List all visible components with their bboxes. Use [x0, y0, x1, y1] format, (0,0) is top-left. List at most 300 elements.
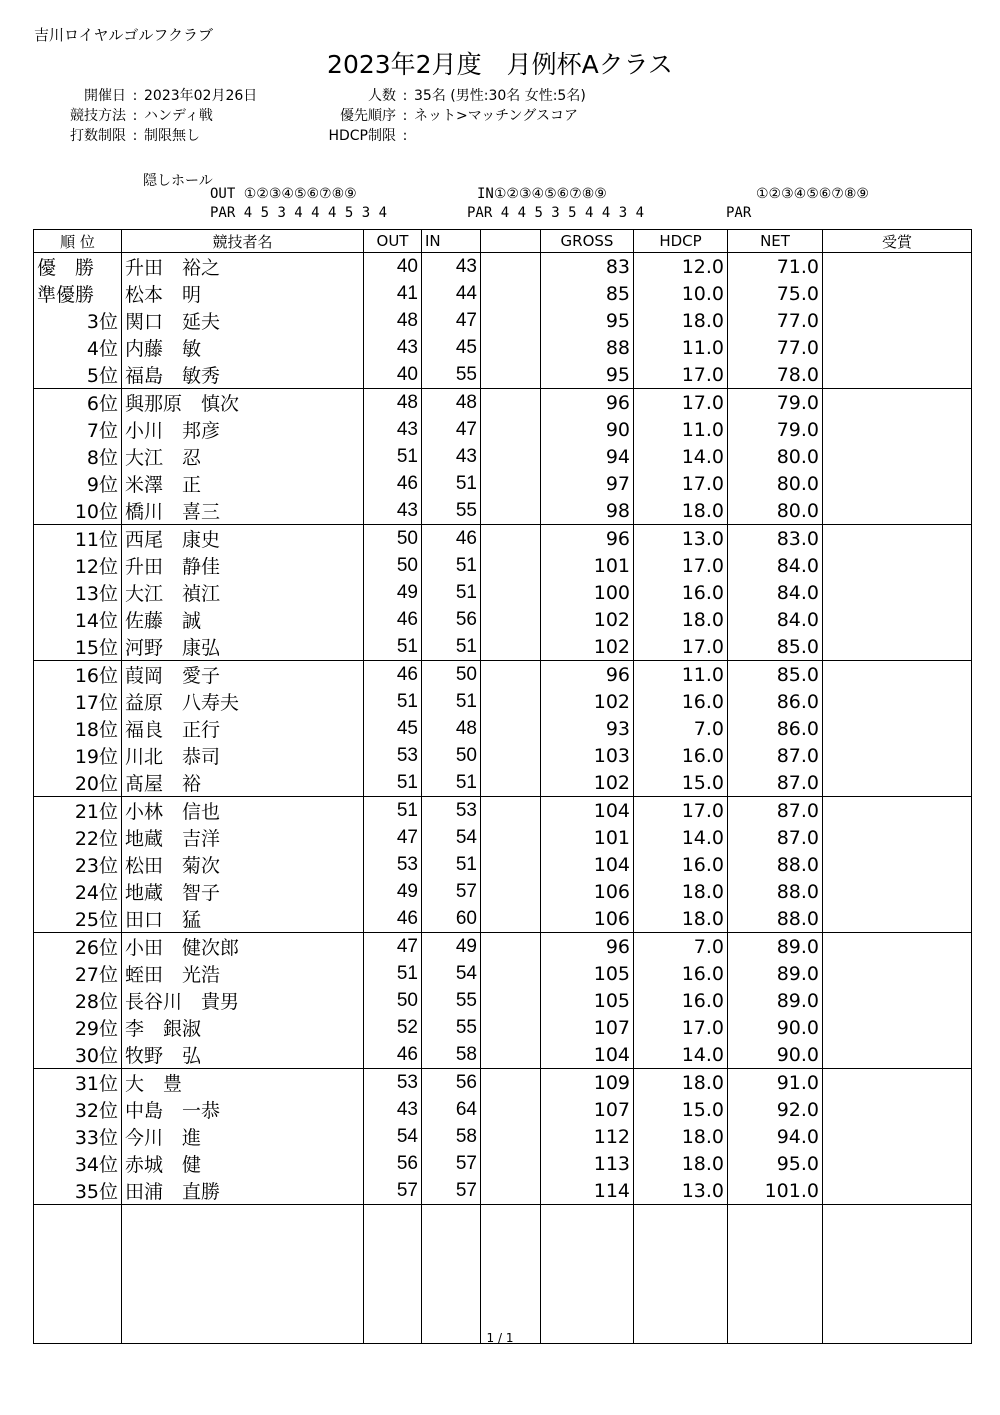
cell-blank	[481, 715, 541, 742]
cell-rank: 30位	[34, 1041, 122, 1069]
out-label: OUT	[210, 186, 236, 202]
cell-hdcp: 18.0	[634, 905, 728, 933]
cell-hdcp: 12.0	[634, 253, 728, 281]
cell-name: 髙屋 裕	[122, 769, 364, 797]
cell-rank: 27位	[34, 960, 122, 987]
cell-blank	[481, 443, 541, 470]
cell-out: 51	[364, 688, 422, 715]
cell-gross: 93	[541, 715, 634, 742]
cell-award	[823, 334, 972, 361]
meta-priority-value: ネット>マッチングスコア	[414, 108, 579, 124]
cell-out: 54	[364, 1123, 422, 1150]
cell-blank	[481, 688, 541, 715]
cell-award	[823, 1069, 972, 1097]
par-in-values: 4 4 5 3 5 4 4 3 4	[500, 205, 645, 221]
meta-separator: :	[132, 108, 138, 124]
cell-blank	[481, 334, 541, 361]
cell-rank: 12位	[34, 552, 122, 579]
cell-out: 48	[364, 307, 422, 334]
cell-in: 49	[422, 933, 481, 961]
cell-net: 80.0	[728, 470, 823, 497]
meta-hdcp	[308, 126, 586, 146]
cell-in: 54	[422, 960, 481, 987]
meta-separator: :	[132, 88, 138, 104]
cell-hdcp: 11.0	[634, 334, 728, 361]
cell-hdcp: 17.0	[634, 1014, 728, 1041]
cell-name: 大江 禎江	[122, 579, 364, 606]
cell-award	[823, 851, 972, 878]
cell-rank: 15位	[34, 633, 122, 661]
cell-rank: 22位	[34, 824, 122, 851]
cell-gross: 98	[541, 497, 634, 525]
cell-net: 83.0	[728, 525, 823, 553]
cell-award	[823, 307, 972, 334]
cell-name: 大江 忍	[122, 443, 364, 470]
cell-in: 51	[422, 688, 481, 715]
empty-cell	[541, 1205, 634, 1344]
cell-name: 蛭田 光浩	[122, 960, 364, 987]
par-label: PAR	[726, 205, 752, 221]
cell-gross: 101	[541, 824, 634, 851]
table-row	[34, 334, 972, 361]
cell-rank: 26位	[34, 933, 122, 961]
cell-in: 58	[422, 1041, 481, 1069]
cell-hdcp: 7.0	[634, 933, 728, 961]
cell-gross: 96	[541, 933, 634, 961]
cell-out: 51	[364, 633, 422, 661]
par-in	[467, 205, 644, 221]
cell-hdcp: 17.0	[634, 633, 728, 661]
table-row	[34, 715, 972, 742]
cell-name: 赤城 健	[122, 1150, 364, 1177]
cell-net: 87.0	[728, 797, 823, 825]
cell-hdcp: 17.0	[634, 389, 728, 417]
cell-name: 牧野 弘	[122, 1041, 364, 1069]
meta-right	[308, 86, 586, 146]
cell-award	[823, 1014, 972, 1041]
cell-hdcp: 14.0	[634, 824, 728, 851]
cell-gross: 102	[541, 769, 634, 797]
cell-blank	[481, 1177, 541, 1205]
cell-rank: 24位	[34, 878, 122, 905]
empty-cell	[122, 1205, 364, 1344]
cell-blank	[481, 416, 541, 443]
cell-award	[823, 1096, 972, 1123]
cell-award	[823, 878, 972, 905]
cell-out: 49	[364, 579, 422, 606]
header-out: OUT	[364, 230, 422, 253]
cell-award	[823, 497, 972, 525]
cell-hdcp: 11.0	[634, 661, 728, 689]
meta-limit	[48, 126, 257, 146]
cell-hdcp: 13.0	[634, 525, 728, 553]
cell-name: 益原 八寿夫	[122, 688, 364, 715]
cell-out: 53	[364, 851, 422, 878]
cell-gross: 113	[541, 1150, 634, 1177]
cell-out: 47	[364, 933, 422, 961]
cell-rank: 21位	[34, 797, 122, 825]
cell-gross: 106	[541, 878, 634, 905]
cell-name: 地蔵 吉洋	[122, 824, 364, 851]
cell-name: 小田 健次郎	[122, 933, 364, 961]
cell-in: 46	[422, 525, 481, 553]
cell-net: 79.0	[728, 389, 823, 417]
cell-blank	[481, 769, 541, 797]
cell-name: 内藤 敏	[122, 334, 364, 361]
cell-in: 55	[422, 361, 481, 389]
cell-net: 95.0	[728, 1150, 823, 1177]
cell-award	[823, 824, 972, 851]
cell-hdcp: 17.0	[634, 552, 728, 579]
cell-net: 84.0	[728, 606, 823, 633]
cell-blank	[481, 960, 541, 987]
cell-net: 78.0	[728, 361, 823, 389]
cell-out: 51	[364, 769, 422, 797]
empty-cell	[728, 1205, 823, 1344]
table-row	[34, 389, 972, 417]
cell-gross: 109	[541, 1069, 634, 1097]
empty-cell	[481, 1205, 541, 1344]
cell-out: 43	[364, 416, 422, 443]
cell-out: 52	[364, 1014, 422, 1041]
meta-people	[308, 86, 586, 106]
cell-award	[823, 443, 972, 470]
cell-hdcp: 10.0	[634, 280, 728, 307]
par-label: PAR	[467, 205, 493, 221]
header-name: 競技者名	[122, 230, 364, 253]
cell-in: 45	[422, 334, 481, 361]
cell-hdcp: 18.0	[634, 1069, 728, 1097]
cell-in: 55	[422, 497, 481, 525]
out-marks: ①②③④⑤⑥⑦⑧⑨	[243, 186, 357, 202]
cell-hdcp: 13.0	[634, 1177, 728, 1205]
cell-net: 91.0	[728, 1069, 823, 1097]
cell-name: 関口 延夫	[122, 307, 364, 334]
cell-hdcp: 18.0	[634, 497, 728, 525]
cell-rank: 23位	[34, 851, 122, 878]
cell-award	[823, 416, 972, 443]
cell-gross: 105	[541, 987, 634, 1014]
cell-rank: 31位	[34, 1069, 122, 1097]
cell-rank: 32位	[34, 1096, 122, 1123]
header-rank: 順 位	[34, 230, 122, 253]
cell-in: 50	[422, 742, 481, 769]
meta-separator: :	[402, 108, 408, 124]
cell-in: 51	[422, 579, 481, 606]
cell-out: 57	[364, 1177, 422, 1205]
cell-award	[823, 1123, 972, 1150]
cell-rank: 8位	[34, 443, 122, 470]
cell-blank	[481, 389, 541, 417]
cell-award	[823, 933, 972, 961]
cell-name: 李 銀淑	[122, 1014, 364, 1041]
cell-rank: 28位	[34, 987, 122, 1014]
cell-in: 56	[422, 606, 481, 633]
cell-award	[823, 1041, 972, 1069]
cell-out: 45	[364, 715, 422, 742]
cell-award	[823, 987, 972, 1014]
meta-separator: :	[402, 88, 408, 104]
table-row	[34, 1096, 972, 1123]
cell-gross: 96	[541, 525, 634, 553]
cell-net: 90.0	[728, 1014, 823, 1041]
empty-cell	[634, 1205, 728, 1344]
cell-award	[823, 797, 972, 825]
cell-blank	[481, 1041, 541, 1069]
cell-hdcp: 18.0	[634, 878, 728, 905]
table-row	[34, 1150, 972, 1177]
cell-name: 橋川 喜三	[122, 497, 364, 525]
cell-rank: 33位	[34, 1123, 122, 1150]
cell-gross: 105	[541, 960, 634, 987]
cell-award	[823, 1177, 972, 1205]
cell-name: 中島 一恭	[122, 1096, 364, 1123]
cell-hdcp: 18.0	[634, 1150, 728, 1177]
cell-in: 48	[422, 389, 481, 417]
cell-name: 長谷川 貴男	[122, 987, 364, 1014]
cell-in: 51	[422, 552, 481, 579]
table-row	[34, 552, 972, 579]
header-in: IN	[422, 230, 481, 253]
cell-net: 87.0	[728, 769, 823, 797]
cell-net: 90.0	[728, 1041, 823, 1069]
meta-hdcp-label: HDCP制限	[328, 128, 396, 144]
cell-in: 56	[422, 1069, 481, 1097]
cell-award	[823, 579, 972, 606]
cell-in: 55	[422, 987, 481, 1014]
cell-hdcp: 17.0	[634, 470, 728, 497]
cell-rank: 9位	[34, 470, 122, 497]
cell-blank	[481, 851, 541, 878]
cell-hdcp: 15.0	[634, 1096, 728, 1123]
meta-method-value: ハンディ戦	[144, 108, 213, 124]
table-row	[34, 661, 972, 689]
cell-name: 福良 正行	[122, 715, 364, 742]
cell-out: 51	[364, 443, 422, 470]
table-row	[34, 797, 972, 825]
cell-out: 53	[364, 742, 422, 769]
cell-out: 47	[364, 824, 422, 851]
cell-blank	[481, 1096, 541, 1123]
meta-date-value: 2023年02月26日	[144, 88, 258, 104]
table-row	[34, 307, 972, 334]
cell-name: 地蔵 智子	[122, 878, 364, 905]
cell-out: 46	[364, 905, 422, 933]
cell-hdcp: 11.0	[634, 416, 728, 443]
cell-net: 84.0	[728, 552, 823, 579]
table-row	[34, 878, 972, 905]
cell-net: 85.0	[728, 633, 823, 661]
cell-rank: 準優勝	[34, 280, 122, 307]
cell-hdcp: 18.0	[634, 307, 728, 334]
cell-blank	[481, 280, 541, 307]
meta-method	[48, 106, 257, 126]
cell-blank	[481, 470, 541, 497]
cell-rank: 25位	[34, 905, 122, 933]
meta-priority-label: 優先順序	[340, 108, 396, 124]
cell-out: 50	[364, 987, 422, 1014]
table-row	[34, 851, 972, 878]
cell-gross: 106	[541, 905, 634, 933]
cell-award	[823, 470, 972, 497]
cell-out: 46	[364, 1041, 422, 1069]
cell-out: 53	[364, 1069, 422, 1097]
cell-out: 51	[364, 960, 422, 987]
table-row	[34, 933, 972, 961]
cell-blank	[481, 606, 541, 633]
hidden-holes-third: ①②③④⑤⑥⑦⑧⑨	[756, 186, 869, 202]
cell-name: 川北 恭司	[122, 742, 364, 769]
cell-blank	[481, 797, 541, 825]
cell-blank	[481, 905, 541, 933]
cell-name: 松本 明	[122, 280, 364, 307]
cell-hdcp: 15.0	[634, 769, 728, 797]
cell-name: 小川 邦彦	[122, 416, 364, 443]
cell-in: 43	[422, 443, 481, 470]
cell-in: 64	[422, 1096, 481, 1123]
cell-name: 米澤 正	[122, 470, 364, 497]
table-row	[34, 1041, 972, 1069]
cell-in: 55	[422, 1014, 481, 1041]
cell-blank	[481, 497, 541, 525]
cell-name: 西尾 康史	[122, 525, 364, 553]
cell-rank: 35位	[34, 1177, 122, 1205]
cell-out: 43	[364, 497, 422, 525]
meta-priority	[308, 106, 586, 126]
cell-out: 43	[364, 1096, 422, 1123]
cell-name: 河野 康弘	[122, 633, 364, 661]
cell-blank	[481, 1123, 541, 1150]
par-out	[210, 205, 387, 221]
cell-hdcp: 16.0	[634, 851, 728, 878]
cell-net: 85.0	[728, 661, 823, 689]
empty-row	[34, 1205, 972, 1344]
cell-rank: 5位	[34, 361, 122, 389]
cell-name: 大 豊	[122, 1069, 364, 1097]
cell-award	[823, 742, 972, 769]
cell-out: 46	[364, 470, 422, 497]
par-label: PAR	[210, 205, 236, 221]
cell-gross: 102	[541, 606, 634, 633]
cell-net: 88.0	[728, 905, 823, 933]
table-row	[34, 470, 972, 497]
cell-blank	[481, 307, 541, 334]
cell-in: 51	[422, 633, 481, 661]
cell-gross: 102	[541, 633, 634, 661]
cell-net: 80.0	[728, 497, 823, 525]
cell-name: 升田 裕之	[122, 253, 364, 281]
header-award: 受賞	[823, 230, 972, 253]
cell-hdcp: 17.0	[634, 361, 728, 389]
meta-date	[48, 86, 257, 106]
cell-award	[823, 280, 972, 307]
cell-rank: 17位	[34, 688, 122, 715]
cell-gross: 85	[541, 280, 634, 307]
in-label: IN	[477, 186, 494, 202]
cell-out: 40	[364, 253, 422, 281]
cell-rank: 優 勝	[34, 253, 122, 281]
cell-name: 小林 信也	[122, 797, 364, 825]
cell-in: 57	[422, 1177, 481, 1205]
cell-blank	[481, 1069, 541, 1097]
table-row	[34, 742, 972, 769]
cell-blank	[481, 987, 541, 1014]
in-marks: ①②③④⑤⑥⑦⑧⑨	[493, 186, 607, 202]
cell-net: 86.0	[728, 688, 823, 715]
cell-award	[823, 1150, 972, 1177]
cell-rank: 6位	[34, 389, 122, 417]
cell-hdcp: 16.0	[634, 688, 728, 715]
cell-out: 50	[364, 552, 422, 579]
cell-blank	[481, 361, 541, 389]
cell-net: 87.0	[728, 824, 823, 851]
table-row	[34, 688, 972, 715]
cell-blank	[481, 878, 541, 905]
cell-blank	[481, 661, 541, 689]
cell-rank: 20位	[34, 769, 122, 797]
table-header-row	[34, 230, 972, 253]
cell-hdcp: 16.0	[634, 579, 728, 606]
cell-net: 94.0	[728, 1123, 823, 1150]
cell-rank: 14位	[34, 606, 122, 633]
meta-left	[48, 86, 257, 146]
meta-people-label: 人数	[368, 88, 396, 104]
table-row	[34, 443, 972, 470]
table-row	[34, 1123, 972, 1150]
cell-out: 46	[364, 606, 422, 633]
page-number: 1 / 1	[486, 1331, 514, 1345]
table-row	[34, 280, 972, 307]
table-row	[34, 579, 972, 606]
page-title: 2023年2月度 月例杯Aクラス	[327, 50, 673, 79]
cell-award	[823, 633, 972, 661]
cell-award	[823, 688, 972, 715]
cell-gross: 95	[541, 307, 634, 334]
table-row	[34, 606, 972, 633]
cell-award	[823, 389, 972, 417]
cell-in: 51	[422, 769, 481, 797]
cell-out: 49	[364, 878, 422, 905]
empty-cell	[823, 1205, 972, 1344]
cell-net: 79.0	[728, 416, 823, 443]
cell-gross: 107	[541, 1014, 634, 1041]
cell-out: 46	[364, 661, 422, 689]
cell-award	[823, 960, 972, 987]
cell-net: 84.0	[728, 579, 823, 606]
cell-in: 57	[422, 1150, 481, 1177]
cell-rank: 29位	[34, 1014, 122, 1041]
cell-net: 92.0	[728, 1096, 823, 1123]
par-third	[726, 205, 751, 221]
cell-net: 89.0	[728, 960, 823, 987]
cell-net: 77.0	[728, 307, 823, 334]
meta-separator: :	[132, 128, 138, 144]
cell-award	[823, 715, 972, 742]
cell-gross: 104	[541, 797, 634, 825]
cell-in: 54	[422, 824, 481, 851]
table-row	[34, 525, 972, 553]
cell-gross: 104	[541, 851, 634, 878]
cell-blank	[481, 1150, 541, 1177]
cell-gross: 94	[541, 443, 634, 470]
cell-gross: 95	[541, 361, 634, 389]
cell-gross: 88	[541, 334, 634, 361]
cell-gross: 96	[541, 389, 634, 417]
cell-net: 89.0	[728, 933, 823, 961]
cell-award	[823, 606, 972, 633]
cell-blank	[481, 579, 541, 606]
cell-name: 葭岡 愛子	[122, 661, 364, 689]
